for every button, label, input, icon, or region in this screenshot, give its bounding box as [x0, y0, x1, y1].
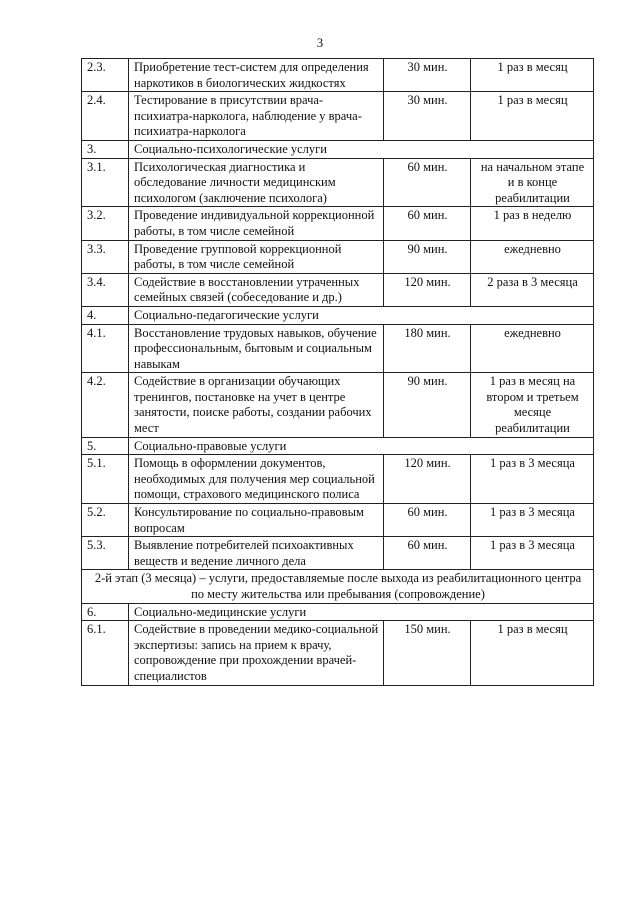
table-row	[82, 158, 594, 207]
service-frequency: 1 раз в 3 месяца	[471, 455, 594, 504]
service-duration: 150 мин.	[384, 621, 471, 685]
row-number: 6.1.	[82, 621, 129, 685]
row-number: 3.1.	[82, 158, 129, 207]
services-table-body	[82, 59, 594, 686]
service-name: Содействие в организации обучающих тренингов, постановке на учет в центре занятости, поиске работы, создании рабочих мест	[129, 373, 384, 437]
section-row	[82, 140, 594, 158]
service-name: Консультирование по социально-правовым вопросам	[129, 504, 384, 537]
service-frequency: 1 раз в месяц	[471, 92, 594, 141]
row-number: 3.4.	[82, 273, 129, 306]
section-number: 4.	[82, 306, 129, 324]
row-number: 2.4.	[82, 92, 129, 141]
service-frequency: ежедневно	[471, 240, 594, 273]
section-title: Социально-педагогические услуги	[129, 306, 594, 324]
table-row	[82, 621, 594, 685]
service-duration: 60 мин.	[384, 537, 471, 570]
page-number: 3	[316, 36, 324, 50]
service-frequency: 1 раз в 3 месяца	[471, 504, 594, 537]
section-number: 3.	[82, 140, 129, 158]
services-table	[81, 58, 594, 686]
service-frequency: 1 раз в 3 месяца	[471, 537, 594, 570]
service-name: Восстановление трудовых навыков, обучение профессиональным, бытовым и социальным навыкам	[129, 324, 384, 373]
table-row	[82, 207, 594, 240]
table-row	[82, 504, 594, 537]
section-number: 6.	[82, 603, 129, 621]
service-duration: 60 мин.	[384, 504, 471, 537]
section-row	[82, 603, 594, 621]
section-row	[82, 306, 594, 324]
row-number: 5.1.	[82, 455, 129, 504]
row-number: 2.3.	[82, 59, 129, 92]
table-row	[82, 59, 594, 92]
service-name: Психологическая диагностика и обследование личности медицинским психологом (заключение психолога)	[129, 158, 384, 207]
service-frequency: 2 раза в 3 месяца	[471, 273, 594, 306]
section-title: Социально-медицинские услуги	[129, 603, 594, 621]
service-frequency: 1 раз в месяц	[471, 621, 594, 685]
table-row	[82, 273, 594, 306]
service-name: Содействие в восстановлении утраченных семейных связей (собеседование и др.)	[129, 273, 384, 306]
table-row	[82, 455, 594, 504]
row-number: 3.3.	[82, 240, 129, 273]
service-duration: 60 мин.	[384, 207, 471, 240]
service-frequency: 1 раз в неделю	[471, 207, 594, 240]
service-name: Проведение групповой коррекционной работы, в том числе семейной	[129, 240, 384, 273]
row-number: 3.2.	[82, 207, 129, 240]
service-name: Приобретение тест-систем для определения наркотиков в биологических жидкостях	[129, 59, 384, 92]
section-row	[82, 437, 594, 455]
service-frequency: 1 раз в месяц на втором и третьем месяце реабилитации	[471, 373, 594, 437]
service-name: Помощь в оформлении документов, необходимых для получения мер социальной помощи, страхового медицинского полиса	[129, 455, 384, 504]
service-duration: 90 мин.	[384, 373, 471, 437]
service-duration: 120 мин.	[384, 273, 471, 306]
table-row	[82, 373, 594, 437]
service-duration: 30 мин.	[384, 59, 471, 92]
table-row	[82, 324, 594, 373]
service-frequency: на начальном этапе и в конце реабилитации	[471, 158, 594, 207]
stage-row	[82, 570, 594, 603]
service-frequency: 1 раз в месяц	[471, 59, 594, 92]
service-name: Проведение индивидуальной коррекционной работы, в том числе семейной	[129, 207, 384, 240]
table-row	[82, 240, 594, 273]
table-row	[82, 92, 594, 141]
row-number: 4.2.	[82, 373, 129, 437]
row-number: 4.1.	[82, 324, 129, 373]
table-row	[82, 537, 594, 570]
service-name: Тестирование в присутствии врача-психиатра-нарколога, наблюдение у врача-психиатра-нарколога	[129, 92, 384, 141]
service-name: Содействие в проведении медико-социальной экспертизы: запись на прием к врачу, сопровождение при прохождении врачей-специалистов	[129, 621, 384, 685]
service-name: Выявление потребителей психоактивных веществ и ведение личного дела	[129, 537, 384, 570]
section-title: Социально-психологические услуги	[129, 140, 594, 158]
service-duration: 120 мин.	[384, 455, 471, 504]
service-duration: 180 мин.	[384, 324, 471, 373]
service-duration: 30 мин.	[384, 92, 471, 141]
row-number: 5.3.	[82, 537, 129, 570]
section-title: Социально-правовые услуги	[129, 437, 594, 455]
section-number: 5.	[82, 437, 129, 455]
row-number: 5.2.	[82, 504, 129, 537]
service-duration: 90 мин.	[384, 240, 471, 273]
stage-heading: 2-й этап (3 месяца) – услуги, предоставляемые после выхода из реабилитационного центра по месту жительства или пребывания (сопровождение)	[82, 570, 594, 603]
service-frequency: ежедневно	[471, 324, 594, 373]
service-duration: 60 мин.	[384, 158, 471, 207]
